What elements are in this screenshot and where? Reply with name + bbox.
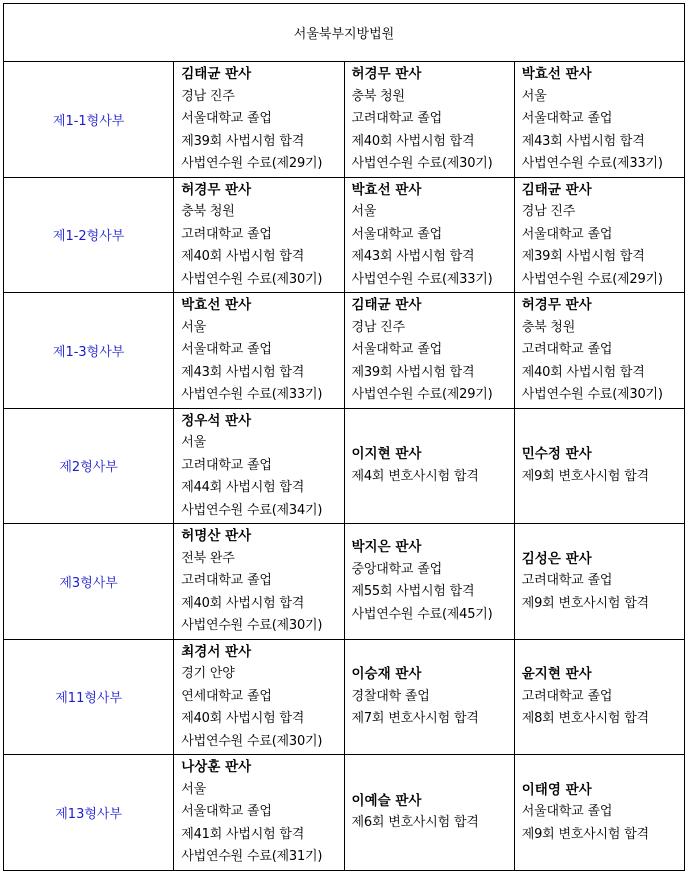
department-row [4,177,685,293]
judge-cell [514,755,684,871]
judge-name: 김태균 판사 [181,66,252,82]
judge-detail: 전북 완주 [181,550,235,566]
judge-name: 정우석 판사 [181,412,252,429]
judge-name: 김성은 판사 [521,550,592,567]
judge-detail: 중앙대학교 졸업 [351,561,442,577]
judge-cell [514,408,684,524]
judge-cell [344,62,514,178]
judge-detail: 고려대학교 졸업 [521,688,613,704]
department-row [4,293,685,409]
judge-detail: 서울 [521,88,547,104]
judge-cell [514,62,684,178]
judge-detail: 제39회 사법시험 합격 [351,364,475,380]
judge-detail: 사법연수원 수료(제33기) [521,156,663,171]
judge-detail: 경찰대학 졸업 [351,688,430,704]
judge-detail: 사법연수원 수료(제45기) [351,606,493,622]
department-name: 제1-3형사부 [4,293,174,409]
judge-name: 나상훈 판사 [181,759,252,775]
judge-detail: 사법연수원 수료(제30기) [181,618,323,633]
department-name: 제1-1형사부 [4,62,174,178]
judge-detail: 제43회 사법시험 합격 [351,249,475,264]
judge-name: 허경무 판사 [521,297,592,313]
judge-detail: 제40회 사법시험 합격 [351,133,475,149]
judge-name: 김태균 판사 [521,181,592,198]
judge-detail: 서울 [181,781,206,797]
judge-cell [514,639,684,755]
judge-detail: 서울 [181,435,206,450]
judge-detail: 경기 안양 [181,666,235,681]
judge-detail: 사법연수원 수료(제30기) [181,733,323,749]
judge-detail: 제39회 사법시험 합격 [181,133,305,149]
judge-name: 허경무 판사 [351,66,422,82]
judge-name: 이승재 판사 [351,666,422,682]
judge-cell [174,524,344,640]
judge-cell [344,408,514,524]
judge-name: 이지현 판사 [351,446,422,463]
judge-detail: 사법연수원 수료(제29기) [521,271,663,287]
judge-detail: 사법연수원 수료(제30기) [181,271,323,287]
department-name: 제2형사부 [4,408,174,524]
department-row [4,639,685,755]
judge-cell [344,524,514,640]
judge-name: 김태균 판사 [351,297,422,313]
judge-cell [344,177,514,293]
judge-cell [344,639,514,755]
judge-detail: 서울대학교 졸업 [181,342,272,357]
judge-detail: 고려대학교 졸업 [521,573,613,588]
judge-detail: 고려대학교 졸업 [181,573,272,588]
judge-detail: 사법연수원 수료(제29기) [351,387,493,402]
judge-detail: 경남 진주 [181,88,235,104]
judge-detail: 제6회 변호사시험 합격 [351,815,479,831]
judge-detail: 경남 진주 [351,319,405,335]
judge-detail: 충북 청원 [351,88,405,104]
judge-cell [174,639,344,755]
judge-detail: 제9회 변호사시험 합격 [521,595,649,611]
court-roster-table [3,3,685,871]
judge-detail: 서울대학교 졸업 [181,111,272,126]
judge-detail: 서울대학교 졸업 [351,226,442,242]
judge-detail: 제39회 사법시험 합격 [521,249,645,264]
judge-cell [174,408,344,524]
judge-name: 박효선 판사 [521,66,592,82]
judge-detail: 서울대학교 졸업 [521,111,613,126]
judge-detail: 서울 [351,204,377,219]
judge-detail: 사법연수원 수료(제33기) [351,271,493,287]
department-name: 제1-2형사부 [4,177,174,293]
judge-detail: 제4회 변호사시험 합격 [351,468,479,484]
department-name: 제11형사부 [4,639,174,755]
department-name: 제13형사부 [4,755,174,871]
judge-detail: 제40회 사법시험 합격 [181,249,305,264]
judge-name: 이예슬 판사 [351,792,422,809]
judge-cell [514,524,684,640]
judge-name: 민수정 판사 [521,446,592,463]
judge-detail: 제9회 변호사시험 합격 [521,826,649,842]
judge-detail: 사법연수원 수료(제33기) [181,387,323,402]
judge-detail: 고려대학교 졸업 [181,226,272,242]
judge-cell [344,755,514,871]
judge-name: 최경서 판사 [181,643,252,660]
judge-detail: 제55회 사법시험 합격 [351,584,475,600]
judge-detail: 사법연수원 수료(제31기) [181,849,323,864]
judge-name: 윤지현 판사 [521,666,592,682]
judge-name: 허명산 판사 [181,528,252,544]
title-row [4,4,685,62]
department-row [4,524,685,640]
judge-detail: 서울대학교 졸업 [351,342,442,357]
court-title: 서울북부지방법원 [4,4,685,62]
judge-detail: 제8회 변호사시험 합격 [521,711,649,726]
judge-cell [174,177,344,293]
judge-name: 박효선 판사 [351,181,422,198]
judge-detail: 경남 진주 [521,204,576,219]
judge-detail: 서울대학교 졸업 [521,804,613,819]
judge-cell [514,177,684,293]
judge-detail: 사법연수원 수료(제30기) [521,387,663,402]
department-row [4,62,685,178]
judge-cell [174,62,344,178]
roster-body [4,4,685,871]
judge-detail: 사법연수원 수료(제34기) [181,502,323,518]
judge-name: 허경무 판사 [181,181,252,198]
judge-detail: 사법연수원 수료(제30기) [351,156,493,171]
judge-detail: 제7회 변호사시험 합격 [351,711,479,726]
judge-detail: 제43회 사법시험 합격 [521,133,645,149]
judge-detail: 제40회 사법시험 합격 [521,364,645,380]
department-name: 제3형사부 [4,524,174,640]
judge-detail: 고려대학교 졸업 [181,457,272,473]
judge-cell [514,293,684,409]
judge-detail: 충북 청원 [521,319,576,335]
judge-detail: 제44회 사법시험 합격 [181,480,305,495]
judge-name: 이태영 판사 [521,781,592,798]
judge-detail: 연세대학교 졸업 [181,688,272,704]
judge-detail: 제9회 변호사시험 합격 [521,468,649,484]
judge-detail: 서울대학교 졸업 [181,804,272,819]
judge-detail: 충북 청원 [181,204,235,219]
judge-cell [174,293,344,409]
judge-detail: 제40회 사법시험 합격 [181,595,305,611]
judge-detail: 제43회 사법시험 합격 [181,364,305,380]
judge-name: 박효선 판사 [181,297,252,313]
judge-cell [174,755,344,871]
judge-detail: 제41회 사법시험 합격 [181,826,305,842]
judge-name: 박지은 판사 [351,539,422,556]
judge-detail: 사법연수원 수료(제29기) [181,156,323,171]
department-row [4,755,685,871]
department-row [4,408,685,524]
judge-cell [344,293,514,409]
judge-detail: 고려대학교 졸업 [521,342,613,357]
judge-detail: 제40회 사법시험 합격 [181,711,305,726]
judge-detail: 서울 [181,319,206,335]
judge-detail: 서울대학교 졸업 [521,226,613,242]
judge-detail: 고려대학교 졸업 [351,111,442,126]
